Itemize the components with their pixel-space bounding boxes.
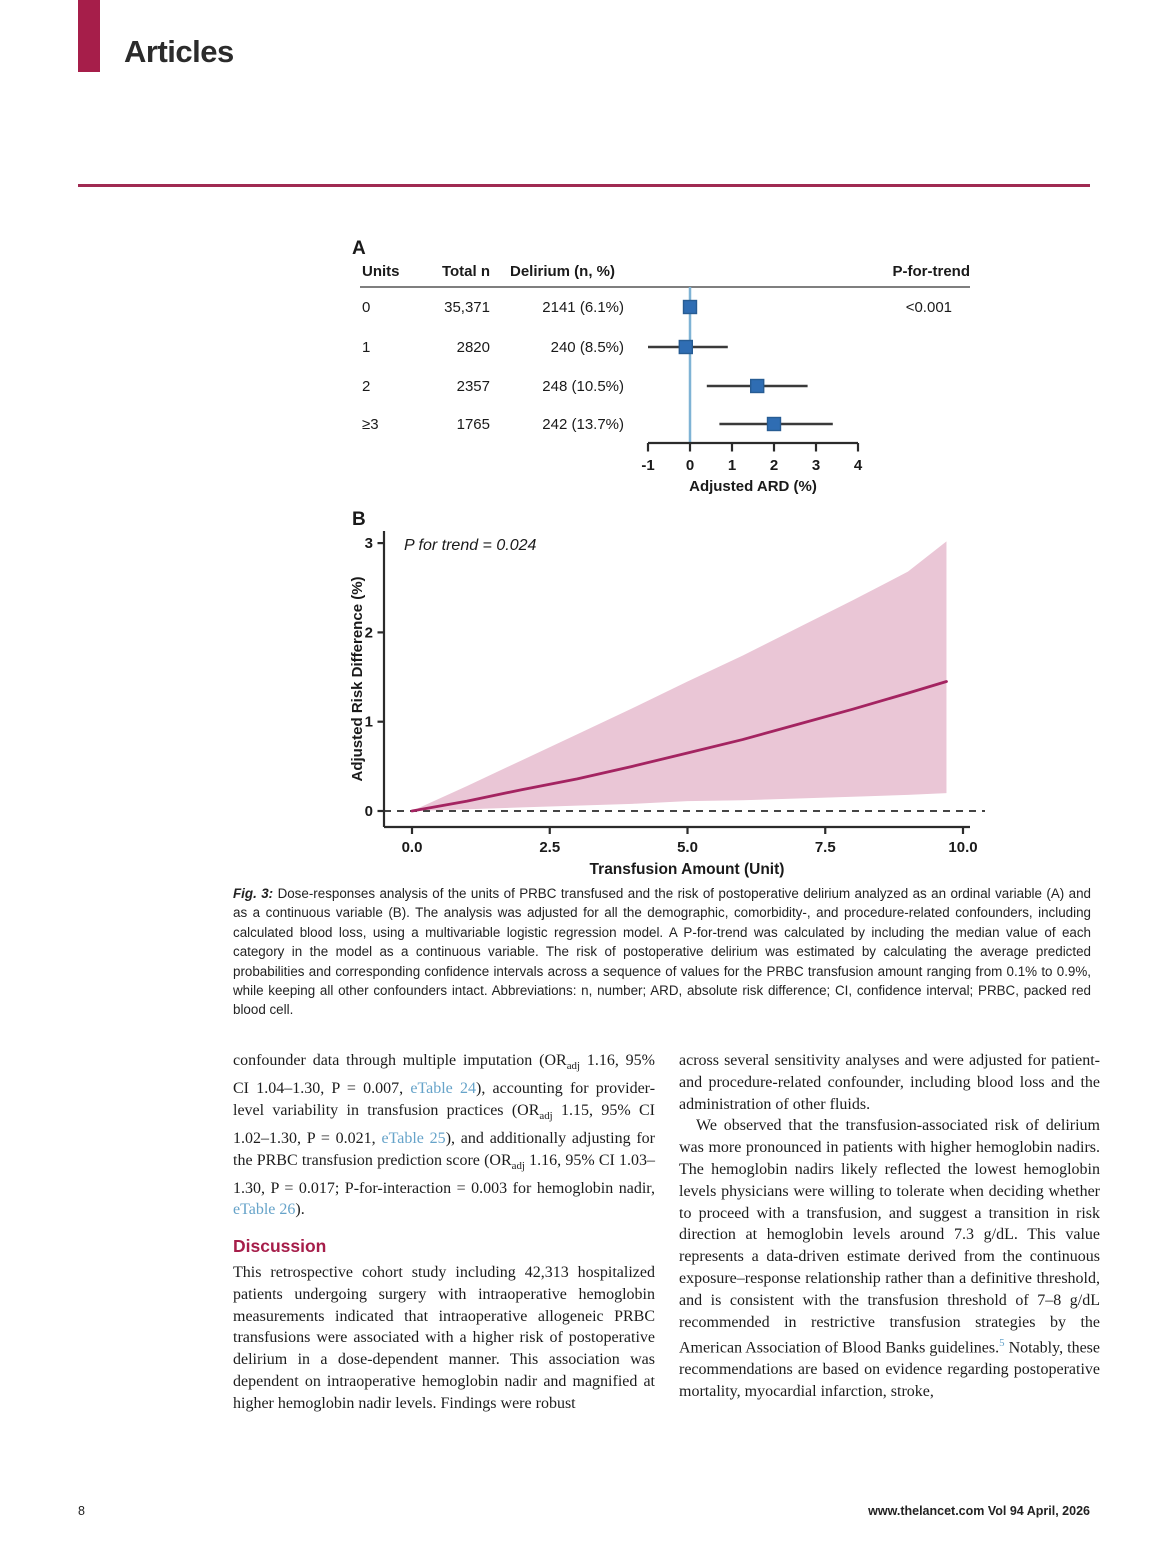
page-number: 8 [78, 1504, 85, 1518]
etable-link[interactable]: eTable 25 [381, 1129, 446, 1147]
point-estimate-square [768, 418, 781, 431]
panel-b-label: B [352, 509, 366, 530]
x-axis-tick-label: 2 [769, 457, 779, 474]
row-total-n-value: 35,371 [444, 299, 490, 316]
y-axis-tick-label: 2 [364, 624, 373, 642]
x-axis-tick-label: -1 [641, 457, 655, 474]
row-total-n-value: 2357 [456, 378, 490, 395]
row-units-value: 2 [362, 378, 371, 395]
y-axis-tick-label: 0 [364, 803, 373, 820]
reference-link[interactable]: 5 [999, 1337, 1005, 1350]
header-rule [78, 184, 1090, 187]
y-axis-tick-label: 3 [364, 535, 373, 553]
figure3-caption: Fig. 3: Dose-responses analysis of the units of PRBC transfused and the risk of postoperative delirium analyzed as an ordinal variable (A) and as a continuous variable (B). The analysis was adjusted for all the demographic, comorbidity-, and procedure-related confounders, including calculated blood loss, using a multivariable logistic regression model. A P-for-trend was calculated by including the median value of each category in the model as a continuous variable. The risk of postoperative delirium was estimated by calculating the average predicted probabilities and corresponding confidence intervals across a sequence of values for the PRBC transfusion amount ranging from 0.1% to 0.9%, while keeping all other confounders intact. Abbreviations: n, number; ARD, absolute risk difference; CI, confidence interval; PRBC, packed red blood cell. [233, 886, 1091, 1018]
confidence-band [412, 541, 946, 811]
x-axis-tick-label: 10.0 [948, 839, 978, 856]
y-axis-title: Adjusted Risk Difference (%) [350, 576, 366, 782]
point-estimate-square [684, 301, 697, 314]
body-paragraph-discussion-1: This retrospective cohort study including 42,313 hospitalized patients undergoing surgery with intraoperative hemoglobin measurements indicated that intraoperative allogeneic PRBC transfusions were associated with a higher risk of postoperative delirium in a dose-dependent manner. This association was dependent on intraoperative hemoglobin nadir and magnified at higher hemoglobin nadir levels. Findings were robust [233, 1263, 655, 1412]
x-axis-tick-label: 1 [727, 457, 737, 474]
figure3-panel-b-dose-response-plot [350, 503, 995, 883]
x-axis-tick-label: 3 [811, 457, 821, 474]
row-p-for-trend-value: <0.001 [905, 299, 952, 316]
body-paragraph-discussion-3: We observed that the transfusion-associated risk of delirium was more pronounced in patients with higher hemoglobin nadirs. The hemoglobin nadirs likely reflected the lowest hemoglobin levels physicians were willing to tolerate when deciding whether to proceed with a transfusion, and suggest a transition in risk direction at hemoglobin levels around 7.3 g/dL. This value represents a data-driven estimate derived from the continuous exposure–response relationship rather than a definitive threshold, and is consistent with the transfusion threshold of 7–8 g/dL recommended in restrictive transfusion strategies by the American Association of Blood Banks guidelines.$^5$ Notably, these recommendations are based on evidence regarding postoperative mortality, myocardial infarction, stroke, [679, 1117, 1100, 1401]
body-paragraph-discussion-2: across several sensitivity analyses and were adjusted for patient- and procedure-related confounder, including blood loss and the administration of other fluids. [679, 1052, 1100, 1113]
row-total-n-value: 1765 [456, 416, 490, 433]
subscript-adj: adj [511, 1159, 525, 1172]
row-units-value: 0 [362, 299, 371, 316]
x-axis-tick-label: 5.0 [677, 839, 698, 856]
row-units-value: 1 [362, 339, 371, 356]
row-delirium-value: 242 (13.7%) [542, 416, 624, 433]
row-units-value: ≥3 [362, 416, 379, 433]
discussion-heading: Discussion [233, 1236, 327, 1257]
lancet-crimson-bar [78, 0, 100, 72]
x-axis-tick-label: 0 [685, 457, 695, 474]
point-estimate-square [751, 380, 764, 393]
p-for-trend-annotation: P for trend = 0.024 [404, 537, 537, 554]
col-header-units: Units [362, 263, 400, 280]
journal-footer: www.thelancet.com Vol 94 April, 2026 [868, 1504, 1090, 1518]
body-column-right [679, 1050, 1100, 1403]
x-axis-title: Adjusted ARD (%) [689, 478, 817, 495]
y-axis-tick-label: 1 [364, 713, 373, 731]
body-paragraph-results-continuation: confounder data through multiple imputation ($OR_{adj}$ 1.16, 95% CI 1.04–1.30, P = 0.007, eTable 24), accounting for provider-level variability in transfusion practices ($OR_{adj}$ 1.15, 95% CI 1.02–1.30, P = 0.021, eTable 25), and additionally adjusting for the PRBC transfusion prediction score ($OR_{adj}$ 1.16, 95% CI 1.03–1.30, P = 0.017; P-for-interaction = 0.003 for hemoglobin nadir, eTable 26). [233, 1052, 656, 1219]
row-total-n-value: 2820 [456, 339, 490, 356]
forest-plot-svg [352, 240, 972, 505]
subscript-adj: adj [566, 1060, 580, 1073]
figure3-panel-a-forest-plot [352, 240, 972, 505]
row-delirium-value: 2141 (6.1%) [542, 299, 624, 316]
row-delirium-value: 240 (8.5%) [550, 339, 624, 356]
x-axis-tick-label: 2.5 [539, 839, 561, 856]
point-estimate-square [679, 341, 692, 354]
figure-number-label: Fig. 3: [233, 886, 274, 901]
row-delirium-value: 248 (10.5%) [542, 378, 624, 395]
etable-link[interactable]: eTable 24 [410, 1079, 476, 1097]
x-axis-tick-label: 7.5 [814, 839, 836, 856]
etable-link[interactable]: eTable 26 [233, 1201, 296, 1219]
x-axis-tick-label: 4 [853, 457, 863, 474]
body-column-left [233, 1050, 655, 1415]
panel-a-label: A [352, 240, 366, 259]
dose-response-svg [350, 503, 995, 883]
x-axis-tick-label: 0.0 [401, 839, 423, 856]
col-header-p-for-trend: P-for-trend [892, 263, 970, 280]
x-axis-title: Transfusion Amount (Unit) [589, 861, 785, 878]
col-header-total-n: Total n [441, 263, 490, 280]
subscript-adj: adj [539, 1109, 553, 1122]
col-header-delirium: Delirium (n, %) [510, 263, 616, 280]
section-title: Articles [124, 34, 234, 69]
